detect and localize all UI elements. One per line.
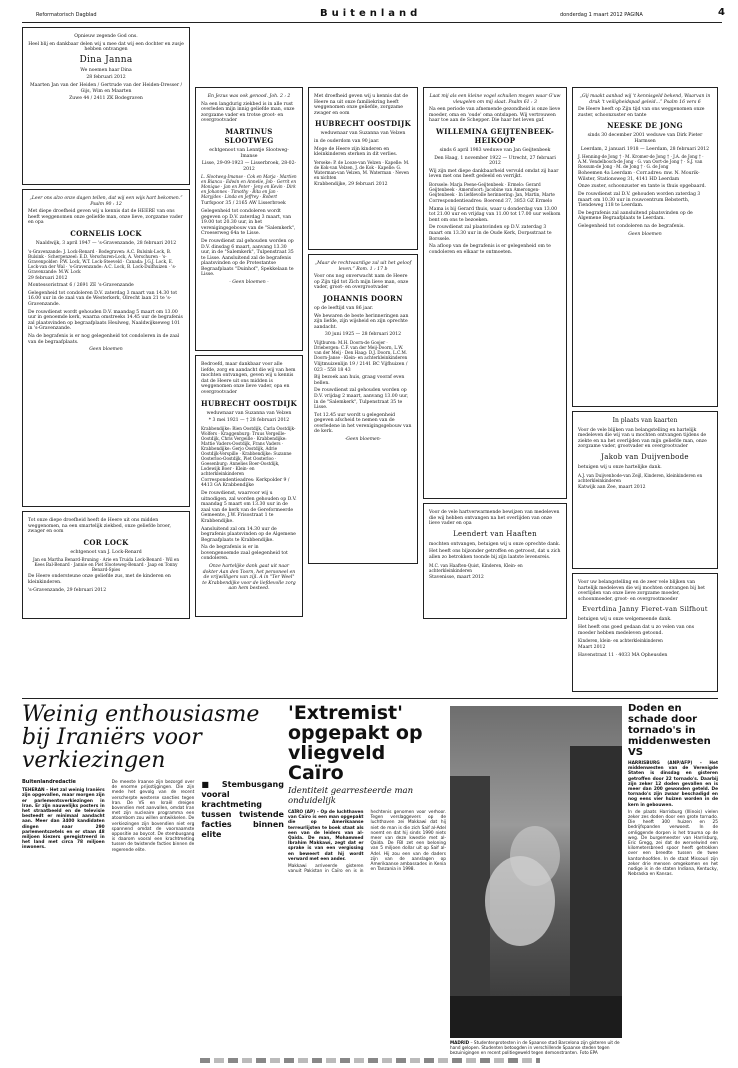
deceased-spouse: sinds 6 april 1983 weduwe van Jan Geijtenbeek xyxy=(439,147,551,153)
no-flowers-note: -Geen bloemen- xyxy=(344,437,382,443)
deceased-dates: * 3 mei 1921 — † 28 februari 2012 xyxy=(208,418,290,424)
deceased-name: WILLEMINA GEIJTENBEEK-HEIKOOP xyxy=(435,126,555,145)
death-notice-cornelis-lock xyxy=(22,189,190,507)
family-list: A.J. van Duijvenbode-van Zeijl, Kinderen, kleinkinderen en achterkleinkinderen xyxy=(578,472,703,483)
thanks-note: Onze hartelijke dank gaat uit naar dokter Aan den Toorn, het personeel en de vrijwilligers van zijl. A in "Ter Weel" te Krabbendijke voor de liefdevolle zorg aan hem besteed. xyxy=(202,564,296,592)
article-lead: HARRISBURG (ANP/AFP) – Het middenwesten van de Verenigde Staten is dinsdag en gisteren getroffen door 22 tornado's. Daarbij zijn zeker 12 doden gevallen en is meer dan 200 gewonden geteld. De tornado's zijn zwaar beschadigd en nog eens vier huizen worden in de kern in gebouwen. xyxy=(628,761,718,808)
birth-announcement xyxy=(22,27,190,185)
notice-body: Bedroefd, maar dankbaar voor alle liefde, zorg en aandacht die wij van hem mochten ontvangen, geven wij u kennis dat de Heere uit ons midden is weggenomen onze lieve vader, opa en overgrootvader xyxy=(201,362,296,395)
family-list: L. Slootweg-Imanse · Cok en Marja · Martien en Bianca · Edwin en Annelie, Job · Gerrit en Monique · Jan en Peter · Jeny en Kevin · Dirk en Johannes · Timothy · Bita en Jan · Maryjdes · Linda en Jeffrey · Robert xyxy=(201,174,297,200)
birth-call-name: We noemen haar Dina xyxy=(80,67,132,73)
deceased-dates: 30 juni 1925 — 28 februari 2012 xyxy=(324,332,402,338)
birth-body: Heel blij en dankbaar delen wij u mee dat wij een dochter en zusje hebben ontvangen xyxy=(28,41,184,53)
birth-parents: Maarten Jan van der Heiden / Gertrude van der Heiden-Dresser / Gijs, Wim en Maarten xyxy=(29,82,183,94)
notice-verse: „Maar de rechtvaardige zal uit het geloof leven.” Rom. 1 : 17 b xyxy=(314,261,412,272)
notice-body: Met diepe droefheid geven wij u kennis dat de HEERE van ons heeft weggenomen onze geliefde man, onze lieve, zorgzame vader en opa xyxy=(28,209,183,226)
caption-text: – Studentenprotesten in de Spaanse stad Barcelona zijn gisteren uit de hand gelopen. Studenten betoogden in verschillende Spaanse steden tegen bezuinigingen en recent politiegeweld tegen demonstranten. xyxy=(450,1040,620,1055)
service-info: De rouwdienst zal plaatsvinden op D.V. zaterdag 3 maart om 13.30 uur in de Oude Kerk, Dorpsstraat te Borssele. xyxy=(429,225,552,242)
condolence-info: Gelegenheid tot condoleren na de begrafenis. xyxy=(578,223,685,229)
family-list: Jan en Martha Benard-Bruning · Arie en Truida Lock-Benard · Wil en Kees Bal-Benard · Jannie en Piet Slooteweg-Benard · Jaap en Tonny Benard-Spies xyxy=(32,557,180,573)
photo-caption xyxy=(450,1038,622,1055)
no-flowers-note: Geen bloemen xyxy=(628,231,662,237)
service-info: De rouwdienst, waarvoor wij u uitnodigen, zal worden gehouden op D.V. maandag 5 maart om 13.30 uur in de zaal van de kerk van de Gereformeerde Gemeente, J.W. Frisostraat 1 te Krabbendijke. xyxy=(201,490,297,524)
notice-verse: Laat mij als een kleine vogel schuilen mogen waar G'uw vleugelen om mij slaat. Psalm 61 : 3 xyxy=(429,94,561,105)
funeral-info: De rouwdienst wordt gehouden D.V. maandag 5 maart om 13.00 uur in genoemde kerk, waarna omstreeks 14.45 uur de begrafenis zal plaatsvinden op begraafplaats Heulweg, Naaldwijkseweg 101 in 's-Gravenzande. xyxy=(28,309,183,332)
funeral-info: De begrafenis zal aansluitend plaatsvinden op de Algemene Begraafplaats te Leerdam. xyxy=(578,210,693,222)
notice-body: Tot onze diepe droefheid heeft de Heere uit ons midden weggenomen, na een smartelijk ziekbed, onze geliefde broer, zwager en oom xyxy=(28,518,171,535)
condolence-info: Gelegenheid tot condoleren D.V. zaterdag 3 maart van 14.30 tot 16.00 uur in de zaal van de Westerkerk, Olrecht laan 21 te 's-Gravenzande. xyxy=(28,290,178,307)
notice-address: Turfspoor 35 / 2165 AW Lisserbroek xyxy=(201,201,286,207)
deceased-name: COR LOCK xyxy=(83,537,129,547)
notice-body: Voor ons nog onverwacht nam de Heere op Zijn tijd tot Zich mijn lieve man, onze vader, groot- en overgrootvader xyxy=(314,274,409,291)
notice-note: Het heeft ons goed gedaan dat u zo velen van ons moeder hebben medeleven getoond. xyxy=(578,624,695,636)
page-header xyxy=(0,0,738,30)
photo-smoke xyxy=(510,826,560,886)
family-notice-hubrecht-oostdijk xyxy=(308,87,418,250)
family-list: J. Henning-de Jong † · M. Kromer-de Jong † · J.A. de Jong † · A.M. Vendelbosch-de Jong · G. van Oort-de Jong † · S.J. van Rossum-de Jong · M. de Jong † · G. de Jong xyxy=(578,154,704,170)
article-kicker: Buitenlandredactie xyxy=(22,779,76,785)
article-pull-quote: ■ Stembusgang vooral krachtmeting tussen twistende facties binnen elite xyxy=(201,780,284,839)
deceased-spouse: weduwnaar van Suzanna van Velzen xyxy=(320,131,406,137)
deceased-dates: Lisse, 29-09-1923 — Lisserbroek, 28-02-2012 xyxy=(201,161,297,172)
page-number: 4 xyxy=(718,7,725,18)
deceased-name: Evertdina Janny Fieret-van Silfhout xyxy=(582,605,708,614)
birth-address: Zuwe 44 / 2411 ZK Bodegraven xyxy=(69,96,143,102)
deceased-name: HUBRECHT OOSTDIJK xyxy=(201,398,297,408)
deceased-name: MARTINUS SLOOTWEG xyxy=(224,126,274,145)
notice-title: In plaats van kaarten xyxy=(612,417,678,424)
news-photo-barcelona-protest xyxy=(450,706,622,1046)
death-notice-johannis-doorn xyxy=(308,254,418,564)
notice-wish: Moge de Heere zijn kinderen en kleinkinderen sterken in dit verlies. xyxy=(314,146,398,158)
funeral-info: De rouwdienst zal gehouden worden op D.V. dinsdag 6 maart, aanvang 13.30 uur, in de "Salemkerk", Tulpenstraat 35 te Lisse. Aansluitend zal de begrafenis plaatsvinden op de Protestantse Begraafplaats "Duinhof", Spekkelaan te Lisse. xyxy=(201,238,294,278)
notice-address: Correspondentieadres: Kerkpolder 9 / 4413 GA Krabbendijke xyxy=(201,477,290,489)
no-flowers-note: - Geen bloemen - xyxy=(229,280,269,286)
thanks-notice-jakob-van-duijvenbode xyxy=(572,411,718,569)
notice-note: Tot 12.45 uur wordt u gelegenheid gegeven afscheid te nemen van de overledene in het verenigingsgebouw van de kerk. xyxy=(314,412,412,435)
notice-address: Havenstraat 11 · 4033 MA Opheusden xyxy=(578,652,668,658)
header-rule xyxy=(22,22,722,23)
notice-body: De Heere heeft op Zijn tijd van ons weggenomen onze zuster, schoonzuster en tante xyxy=(578,107,705,118)
section-title: Buitenland xyxy=(320,8,422,19)
article-iran-elections xyxy=(22,703,284,1055)
notice-note: Na de begrafenis is er nog gelegenheid tot condoleren in de zaal van de begraafplaats. xyxy=(28,333,180,345)
family-list: 's-Gravenzande: J. Lock-Renard · Bodegraven: A.C. Bulsink-Lock, B. Bulsink · Scherpenzeel: E.D. Verschuren-Lock, A. Verschuren · 's-Gravenpolder: P.W. Lock, W.T. Lock-Steeveld · Canada: J.G.J. Lock, E. Lock-van der Wal · 's-Gravenzande: A.C. Lock, B. Lock-Duifhuizen · 's-Gravenzande: M.W. Lock xyxy=(28,248,177,274)
bullet-square-icon: ■ xyxy=(201,780,222,789)
birth-name: Dina Janna xyxy=(79,54,133,65)
notice-verse: En Jezus was ook genood. Joh. 2 : 2 xyxy=(207,94,291,99)
notice-thanks: betuigen wij u onze hartelijke dank. xyxy=(578,464,662,470)
notice-address: Vlijtmuizenlijn 19 / 2141 BC Vijfhuizen / 023 - 558 18 43 xyxy=(314,361,408,373)
deceased-dates: Naaldwijk, 3 april 1947 — 's-Gravenzande, 28 februari 2012 xyxy=(35,240,177,246)
deceased-spouse: sinds 30 december 2001 weduwe van Dirk Pieter Harmsen xyxy=(587,133,703,144)
article-tornado-us xyxy=(628,703,718,1055)
funeral-info: Aansluitend zal om 14.30 uur de begrafenis plaatsvinden op de Algemene Begraafplaats te Krabbendijke. xyxy=(201,526,296,543)
deceased-name: JOHANNIS DOORN xyxy=(323,293,403,303)
family-list: Kinderen, klein- en achterkleinkinderen xyxy=(578,638,663,644)
birth-intro: Opnieuw zegende God ons. xyxy=(74,34,138,39)
notice-date: 29 februari 2012 xyxy=(28,275,68,281)
article-body: Makkawi arriveerde gisteren vanuit Pakistan in Caïro en is in hechtenis genomen voor verhoor. Tegen verslaggevers op de luchthaven zei Makkawi dat hij niet de man is die zich Saif al-Adel noemt en dat hij sinds 1990 niets meer van deze kwestie met al-Qaida. De FBI zet een beloning van 5 miljoen dollar uit op Saif al-Adel. Hij zou een van de daders zijn van de aanslagen op Amerikaanse ambassades in Kenia en Tanzania in 1998. xyxy=(288,810,446,875)
notice-body: Voor de vele blijken van belangstelling en hartelijk medeleven die wij van u mochten ontvangen tijdens de ziekte en na het overlijden van mijn geliefde man, onze zorgzame vader, grootvader en overgrootvader xyxy=(578,427,707,450)
deceased-spouse: weduwnaar van Suzanna van Velzen xyxy=(206,410,292,416)
notice-address: Montessoristraat 6 / 2691 ZE 's-Gravenzande xyxy=(28,283,134,289)
service-info: De rouwdienst zal gehouden worden op D.V. vrijdag 2 maart, aanvang 13.00 uur, in de "Salemkerk", Tulpenstraat 35 te Lisse. xyxy=(314,388,409,411)
visit-info: Mama is bij Gerard thuis, waar u donderdag van 13.00 tot 21.00 uur en vrijdag van 11.00 tot 17.00 uur welkom bent om ons te bezoeken. xyxy=(429,206,561,223)
deceased-spouse: echtgenoot van Lenntje Slootweg-Imanse xyxy=(209,147,289,159)
publication-name: Reformatorisch Dagblad xyxy=(36,12,97,18)
notice-address: Correspondentieadres: Boerend 37, 3853 GZ Ermelo xyxy=(429,198,553,204)
article-cairo-extremist xyxy=(288,703,446,1055)
notice-verse: „Leer ons alzo onze dagen tellen, dat wij een wijs hart bekomen.” Psalm 90 : 12 xyxy=(29,196,183,207)
notice-thanks: mochten ontvangen, betuigen wij u onze oprechte dank. xyxy=(429,541,561,547)
deceased-name: HUBRECHT OOSTDIJK xyxy=(315,119,411,129)
death-notice-willemina-geijtenbeek xyxy=(423,87,567,499)
notice-verse: „Gij maakt aanbad wij 't kennisgeld bekend, Waarvan in druk 't veiligheidspad geleid...” Psalm 16 vers 6 xyxy=(579,94,711,105)
death-notice-hubrecht-oostdijk xyxy=(195,355,303,617)
notice-date: Maart 2012 xyxy=(578,645,606,651)
deceased-name: Jakob van Duijvenbode xyxy=(601,452,689,461)
condolence-info: Gelegenheid tot condoleren wordt gegeven op D.V. zaterdag 3 maart, van 19.00 tot 20.30 uur, in het verenigingsgebouw van de "Salemkerk", Croeserweg 64a te Lisse. xyxy=(201,208,296,237)
notice-note: Het heeft ons bijzonder getroffen en getroost, dat u zich allen zo betrokken toonde bij zijn laatste levensreis. xyxy=(429,549,561,560)
no-flowers-note: Geen bloemen xyxy=(89,347,123,353)
article-headline: Doden en schade door tornado's in middenwesten VS xyxy=(628,703,711,758)
deceased-dates: Den Haag, 1 november 1922 — Utrecht, 27 februari 2012 xyxy=(434,155,556,167)
deceased-spouse: echtgenoot van J. Lock-Renard xyxy=(70,549,142,555)
notice-footer: De Heere ondersteune onze geliefde zus, met de kinderen en kleinkinderen. xyxy=(28,574,171,585)
article-headline: 'Extremist' opgepakt op vliegveld Caïro xyxy=(288,703,423,784)
birth-date: 28 februari 2012 xyxy=(86,75,126,81)
notice-date: 's-Gravenzande, 29 februari 2012 xyxy=(28,587,107,593)
print-color-bar xyxy=(200,1058,540,1063)
ads-bottom-rule xyxy=(22,698,718,699)
family-list: Yerseke: P. de Looze-van Velzen · Kapelle: M. de Kok-van Velzen, J. de Kok · Kapelle: G. Waterman-van Velzen, M. Waterman · Neven en nichten xyxy=(314,159,410,180)
article-subheadline: Identiteit gearresteerde man onduidelijk xyxy=(288,786,414,806)
notice-address: Boheemen 4a Leerdam · Corr.adres: mw. N. Mourik-Wilster, Stationsweg 31, 4141 HD Leerdam xyxy=(578,171,700,182)
notice-thanks: Wij zijn met diepe dankbaarheid vervuld omdat zij haar leven met ons heeft gedeeld en verrijkt. xyxy=(429,168,559,180)
issue-date: donderdag 1 maart 2012 PAGINA xyxy=(560,12,643,18)
notice-signed: M.C. van Haaften-Quist, Kinderen, Klein- en achterkleinkinderen xyxy=(429,562,523,573)
notice-date: Stavenisse, maart 2012 xyxy=(429,574,484,580)
caption-label: MADRID xyxy=(450,1040,470,1045)
death-notice-cor-lock xyxy=(22,511,190,619)
family-list: Krabbendijke: Rien Oostdijk, Carla Oostdijk-Wolfers · Kraggenburg: Truus Vergeille-Oostdijk, Chris Vergeille · Krabbendijke: Mattie Vaders-Oostdijk, Frans Vaders · Krabbendijke: Gerjo Oostdijk, Adrie Oostdijk-Verspille · Krabbendijke: Suzanne Oosterloo-Oostdijk, Piet Oosterloo · Goesenburg: Annelies Boer-Oostdijk, Lodewijk Boer · Klein- en achterkleinkinderen xyxy=(201,425,296,476)
article-headline: Weinig enthousiasme bij Iraniërs voor verkiezingen xyxy=(22,703,260,773)
article-body: In de plaats Harrisburg (Illinois) vielen zeker zes doden door een grote tornado. Die heeft 300 huizen en 25 bedrijfspanden verwoest. In de omliggende dorpen is het trauma op de weg. De burgemeester van Harrisburg, Eric Gregg, zei dat de wervelwind een kilometersbreed spoor heeft getrokken over een breedte tussen de twee kantonhoofden. In de staat Missouri zijn zeker drie mensen omgekomen en het nodige is in de staten Indiana, Kentucky, Nebraska en Kansas. xyxy=(628,809,718,878)
deceased-name: Leendert van Haaften xyxy=(453,529,537,538)
deceased-name: CORNELIS LOCK xyxy=(70,228,142,238)
notice-thanks: We bewaren de beste herinneringen aan zijn liefde, zijn wijsheid en zijn oprechte aandacht. xyxy=(314,313,409,330)
deceased-dates: Leerdam, 2 januari 1918 — Leerdam, 28 februari 2012 xyxy=(580,146,710,152)
article-lead: CAÏRO (AP) – Op de luchthaven van Caïro is een man opgepakt die op Amerikaanse terreurlijsten te boek staat als een van de leiders van al-Qaida. De man, Mohammed Ibrahim Makkawi, zegt dat er sprake is van een vergissing en beweert dat hij wordt verward met een ander. xyxy=(288,810,364,862)
death-notice-neeske-de-jong xyxy=(572,87,718,407)
notice-date: Krabbendijke, 29 februari 2012 xyxy=(314,181,388,187)
service-info: De rouwdienst zal D.V. gehouden worden zaterdag 3 maart om 10.30 uur in rouwcentrum Bebsterth, Tiendeweg 118 te Leerdam. xyxy=(578,191,701,209)
notice-date: Katwijk aan Zee, maart 2012 xyxy=(578,484,646,490)
thanks-notice-evertdina-fieret xyxy=(572,573,718,692)
death-notice-martinus-slootweg xyxy=(195,87,303,351)
visit-note: Bij bezoek aan huis, graag vooraf even bellen. xyxy=(314,375,405,386)
notice-body: Na een periode van afnemende gezondheid is onze lieve moeder, oma en 'oude' oma ontslapen. Wij vertrouwen haar toe aan de Schepper. Die haar het leven gaf. xyxy=(429,107,561,124)
notice-note: Na afloop van de begrafenis is er gelegenheid om te condoleren en elkaar te ontmoeten. xyxy=(429,244,551,255)
notice-note: Na de begrafenis is er in bovengenoemde zaal gelegenheid tot condoleren. xyxy=(201,545,288,562)
thanks-notice-leendert-van-haaften xyxy=(423,503,567,619)
deceased-name: NEESKE DE JONG xyxy=(607,121,683,131)
notice-body: Voor uw belangstelling en de zeer vele blijken van hartelijk medeleven die wij mochten ontvangen bij het overlijden van onze lieve zorgzame moeder, schoonmoeder, groot- en overgrootmoeder xyxy=(578,580,705,602)
notice-body: Voor de vele hartverwarmende bewijzen van medeleven die wij hebben ontvangen na het overlijden van onze lieve vader en opa xyxy=(429,510,560,527)
family-list: Borssele: Marja Peene-Geijtenbeek · Ermelo: Gerard Geijtenbeek · Amersfoort: Jacobine van Amerongen-Geijtenbeek · In liefdevolle herinnering: Jan, Martin, Marte xyxy=(429,181,555,197)
article-body: De meeste Iraanse zijn bezorgd over de enorme prijsstijgingen. Die zijn mede het gevolg van de recent verscherpte westerse sancties tegen Iran. De VS en Israël dreigen bovendien met aanvallen, omdat Iran met zijn nucleaire programma een atoombom zou willen ontwikkelen. De verkiezingen zijn bovendien niet erg spannend omdat de voornaamste oppositie ao boycot. De stembusgang is daarom vooral een krachtmeting tussen de twistende facties binnen de regerende elite. xyxy=(111,780,195,853)
notice-body: Na een langdurig ziekbed is in alle rust overleden mijn innig geliefde man, onze zorgzame vader en trotse groot- en overgrootvader xyxy=(201,101,295,124)
family-list: Vlijtburen: M.H. Doorn-de Goojer · Driebergen: C.F. van der Meij-Doorn, L.W. van der Meij · Den Haag: D.J. Doorn, L.C.M. Doorn-Janse · Klein- en achterkleinkinderen xyxy=(314,339,408,360)
article-lead: TEHERAN – Het zal weinig Iraniërs zijn opgevallen, maar morgen zijn er parlementsverkiezingen in Iran. Er zijn nauwelijks posters in het straatbeeld en de televisie besteedt er minimaal aandacht aan. Meer dan 3400 kandidaten dingen naar 290 parlementszetels en er staan 48 miljoen kiezers geregistreerd in het land met circa 78 miljoen inwoners. xyxy=(22,788,105,851)
laid-out-note: Onze zuster, schoonzuster en tante is thuis opgebaard. xyxy=(578,184,706,190)
photo-credit: Foto EPA xyxy=(579,1050,598,1055)
notice-thanks: betuigen wij u onze welgemeende dank. xyxy=(578,617,672,623)
deceased-age: in de ouderdom van 90 jaar. xyxy=(314,138,380,144)
notice-body: Met droefheid geven wij u kennis dat de Heere na uit onze familiekring heeft weggenomen onze geliefde, zorgzame zwager en oom xyxy=(314,94,409,116)
deceased-age: op de leeftijd van 86 jaar. xyxy=(314,305,374,311)
